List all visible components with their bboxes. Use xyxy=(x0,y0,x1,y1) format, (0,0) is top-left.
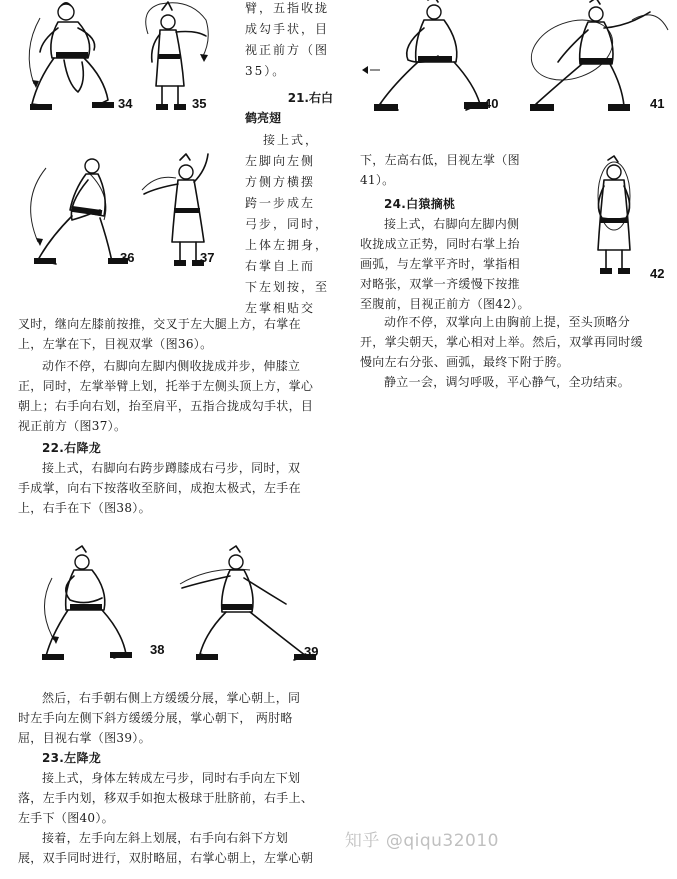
section-22-title: 22.右降龙 xyxy=(42,441,102,455)
figure-number-38: 38 xyxy=(150,642,165,657)
figure-number-39: 39 xyxy=(304,644,319,659)
figure-number-41: 41 xyxy=(650,96,665,111)
martial-figure-35-illustration xyxy=(140,0,224,118)
narrow-text-top: 臂，五指收拢 成勾手状，目 视正前方（图 35）。 xyxy=(245,1,330,78)
martial-figure-37-illustration xyxy=(140,150,240,274)
section-21-narrow-text: 接上式， 左脚向左侧 方侧方横摆 跨一步成左 弓步，同时， 上体左拥身， 右掌自上而 下左划按，至 左掌相贴交 xyxy=(245,133,330,315)
right-column-bottom-text: 动作不停，双掌向上由胸前上提，至头顶略分 开，掌尖朝天，掌心相对上举。然后，双掌再同时缓 慢向左右分张、画弧，最终下附于胯。 静立一会，调匀呼吸，平心静气，全功结束。 xyxy=(360,315,643,389)
figure-40 xyxy=(362,0,512,122)
right-column-top-text: 下，左高右低，目视左掌（图 41）。 24.白猿摘桃 接上式，右脚向左脚内侧 收拢成立正势，同时右掌上抬 画弧，与左掌平齐时，掌指相 对略张，双掌一齐缓慢下按推 至腹前，目视正前方（图42）。 xyxy=(360,150,560,314)
section-23-title: 23.左降龙 xyxy=(42,751,102,765)
figure-number-36: 36 xyxy=(120,250,135,265)
figure-number-34: 34 xyxy=(118,96,133,111)
figure-38 xyxy=(30,548,170,672)
figure-34 xyxy=(18,0,133,118)
figure-35 xyxy=(140,0,224,118)
martial-figure-34-illustration xyxy=(18,0,128,118)
martial-figure-41-illustration xyxy=(512,0,672,122)
section-21-title: 21.右白 鹤亮翅 xyxy=(245,91,333,125)
figure-number-42: 42 xyxy=(650,266,665,281)
zhihu-watermark: 知乎 @qiqu32010 xyxy=(344,831,499,851)
figure-number-35: 35 xyxy=(192,96,207,111)
figure-41 xyxy=(512,0,672,122)
section-22-23-body: 然后，右手朝右侧上方缓缓分展，掌心朝上，同 时左手向左侧下斜方缓缓分展，掌心朝下， 两肘略 屈，目视右掌（图39）。 23.左降龙 接上式，身体左转成左弓步，同时右手向左下划 落，左手内划，移双手如抱太极球于肚脐前，右手上、 左手下（图40）。 接着，左手向左斜上划展，右手向右斜下方划 展，双手同时进行，双肘略屈，右掌心朝上，左掌心朝 xyxy=(18,688,332,868)
figure-39 xyxy=(170,548,330,672)
figure-number-37: 37 xyxy=(200,250,215,265)
section-24-title: 24.白猿摘桃 xyxy=(384,197,456,211)
figure-37 xyxy=(140,150,240,274)
figure-36 xyxy=(16,150,140,274)
section-21-body: 叉时，继向左膝前按推，交叉于左大腿上方，右掌在 上，左掌在下，目视双掌（图36）。 动作不停，右脚向左脚内侧收拢成并步，伸膝立 正，同时，左掌举臂上划，托举于左侧头顶上方，掌心 朝上；右手向右划，抬至肩平，五指合拢成勾手状，目 视正前方（图37）。 22.右降龙 接上式，右脚向右跨步蹲膝成右弓步，同时，双 手成掌，向右下按落收至脐间，成抱太极式，左手在 上，右手在下（图38）。 xyxy=(18,314,332,518)
martial-figure-38-illustration xyxy=(30,548,170,672)
figure-number-40: 40 xyxy=(484,96,499,111)
figure-42 xyxy=(574,156,672,286)
